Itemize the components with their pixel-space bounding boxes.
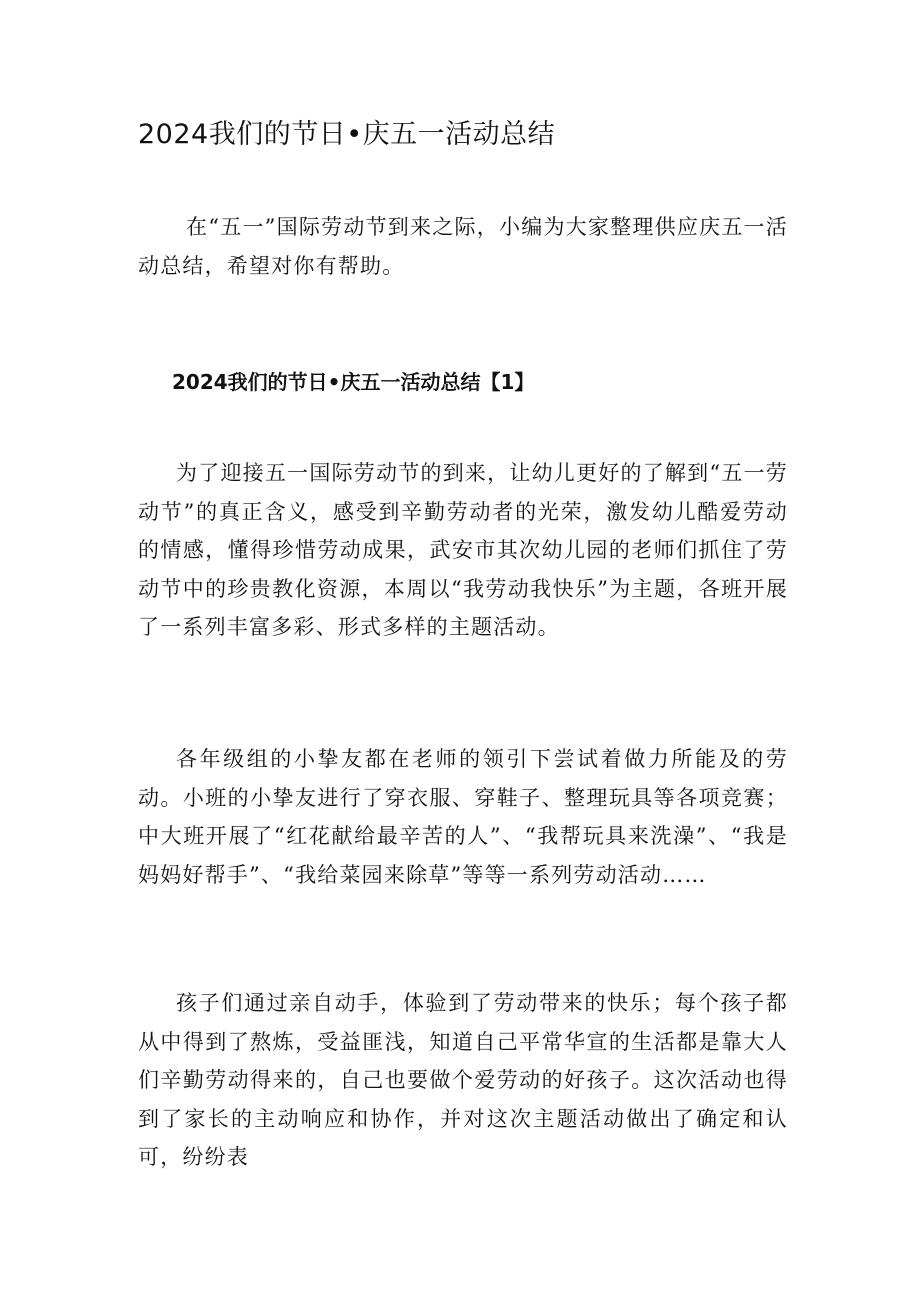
intro-paragraph: 在“五一”国际劳动节到来之际，小编为大家整理供应庆五一活动总结，希望对你有帮助。 — [138, 215, 788, 278]
body-paragraph-2: 各年级组的小挚友都在老师的领引下尝试着做力所能及的劳动。小班的小挚友进行了穿衣服、穿鞋子、整理玩具等各项竞赛；中大班开展了“红花献给最辛苦的人”、“我帮玩具来洗澡”、“我是妈妈好帮手”、“我给菜园来除草”等等一系列劳动活动…… — [138, 747, 788, 887]
body-paragraph-1: 为了迎接五一国际劳动节的到来，让幼儿更好的了解到“五一劳动节”的真正含义，感受到辛勤劳动者的光荣，激发幼儿酷爱劳动的情感，懂得珍惜劳动成果，武安市其次幼儿园的老师们抓住了劳动节中的珍贵教化资源，本周以“我劳动我快乐”为主题，各班开展了一系列丰富多彩、形式多样的主题活动。 — [138, 461, 788, 639]
body-paragraph-3: 孩子们通过亲自动手，体验到了劳动带来的快乐；每个孩子都从中得到了熬炼，受益匪浅，知道自己平常华宣的生活都是靠大人们辛勤劳动得来的，自己也要做个爱劳动的好孩子。这次活动也得到了家长的主动响应和协作，并对这次主题活动做出了确定和认可，纷纷表 — [138, 991, 788, 1169]
document-title: 2024我们的节日•庆五一活动总结 — [138, 119, 556, 150]
section-heading: 2024我们的节日•庆五一活动总结【1】 — [172, 370, 535, 394]
